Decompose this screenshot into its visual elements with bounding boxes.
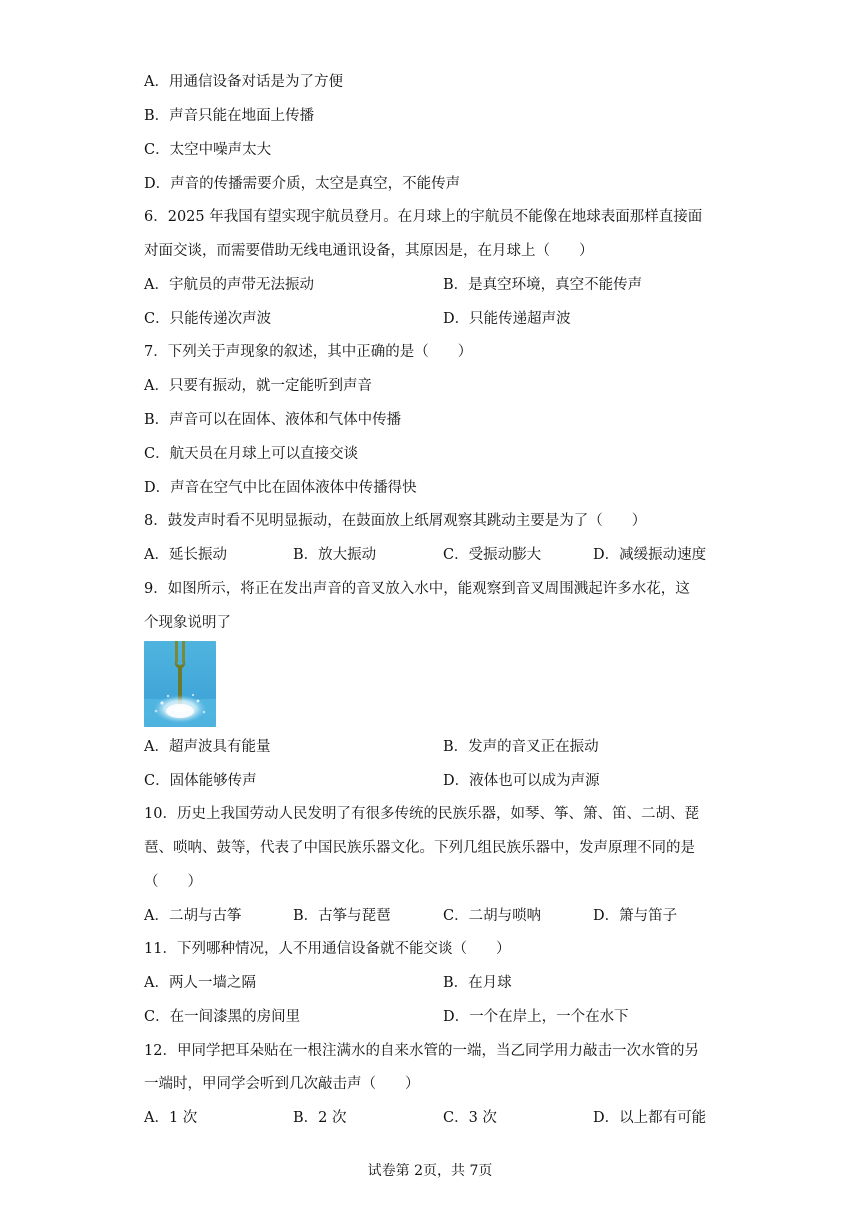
q7-option-c: C．航天员在月球上可以直接交谈 bbox=[144, 446, 359, 462]
q12-stem-line2: 一端时，甲同学会听到几次敲击声（ ） bbox=[144, 1076, 420, 1092]
q12-stem-line1: 12．甲同学把耳朵贴在一根注满水的自来水管的一端，当乙同学用力敲击一次水管的另 bbox=[144, 1043, 699, 1059]
q12-option-a: A．1 次 bbox=[144, 1110, 198, 1126]
q9-option-d: D．液体也可以成为声源 bbox=[443, 773, 600, 789]
q10-option-b: B．古筝与琵琶 bbox=[293, 908, 391, 924]
q9-stem-line1: 9．如图所示，将正在发出声音的音叉放入水中，能观察到音叉周围溅起许多水花，这 bbox=[144, 581, 690, 597]
q7-option-a: A．只要有振动，就一定能听到声音 bbox=[144, 378, 372, 394]
q10-option-c: C．二胡与唢呐 bbox=[443, 908, 542, 924]
q10-stem-line3: （ ） bbox=[144, 874, 202, 890]
q6-option-b: B．是真空环境，真空不能传声 bbox=[443, 277, 643, 293]
q10-option-a: A．二胡与古筝 bbox=[144, 908, 242, 924]
q12-option-c: C．3 次 bbox=[443, 1110, 497, 1126]
tuning-fork-in-water-illustration bbox=[144, 641, 216, 727]
q11-option-a: A．两人一墙之隔 bbox=[144, 975, 256, 991]
page-footer: 试卷第 2页，共 7页 bbox=[367, 1163, 493, 1179]
q8-option-a: A．延长振动 bbox=[144, 547, 227, 563]
q6-option-d: D．只能传递超声波 bbox=[443, 311, 571, 327]
q7-option-d: D．声音在空气中比在固体液体中传播得快 bbox=[144, 480, 417, 496]
q8-stem: 8．鼓发声时看不见明显振动，在鼓面放上纸屑观察其跳动主要是为了（ ） bbox=[144, 513, 647, 529]
q11-stem: 11．下列哪种情况，人不用通信设备就不能交谈（ ） bbox=[144, 941, 511, 957]
q6-stem-line1: 6．2025 年我国有望实现宇航员登月。在月球上的宇航员不能像在地球表面那样直接面 bbox=[144, 209, 703, 225]
q6-option-c: C．只能传递次声波 bbox=[144, 311, 272, 327]
q6-stem-line2: 对面交谈，而需要借助无线电通讯设备，其原因是，在月球上（ ） bbox=[144, 243, 594, 259]
q8-option-c: C．受振动膨大 bbox=[443, 547, 542, 563]
q5-option-b: B．声音只能在地面上传播 bbox=[144, 108, 315, 124]
q7-stem: 7．下列关于声现象的叙述，其中正确的是（ ） bbox=[144, 344, 473, 360]
q11-option-c: C．在一间漆黑的房间里 bbox=[144, 1009, 301, 1025]
q12-option-b: B．2 次 bbox=[293, 1110, 347, 1126]
q5-option-d: D．声音的传播需要介质，太空是真空，不能传声 bbox=[144, 176, 461, 192]
q11-option-d: D．一个在岸上，一个在水下 bbox=[443, 1009, 629, 1025]
q8-option-d: D．减缓振动速度 bbox=[593, 547, 707, 563]
q6-option-a: A．宇航员的声带无法振动 bbox=[144, 277, 314, 293]
q10-stem-line2: 琶、唢呐、鼓等，代表了中国民族乐器文化。下列几组民族乐器中，发声原理不同的是 bbox=[144, 840, 695, 856]
q5-option-c: C．太空中噪声太大 bbox=[144, 142, 272, 158]
q10-stem-line1: 10．历史上我国劳动人民发明了有很多传统的民族乐器，如琴、筝、箫、笛、二胡、琵 bbox=[144, 806, 699, 822]
tuning-fork-water-image bbox=[144, 641, 216, 727]
q7-option-b: B．声音可以在固体、液体和气体中传播 bbox=[144, 412, 402, 428]
q10-option-d: D．箫与笛子 bbox=[593, 908, 678, 924]
q5-option-a: A．用通信设备对话是为了方便 bbox=[144, 74, 343, 90]
q9-stem-line2: 个现象说明了 bbox=[144, 615, 231, 631]
q12-option-d: D．以上都有可能 bbox=[593, 1110, 707, 1126]
q8-option-b: B．放大振动 bbox=[293, 547, 377, 563]
q9-option-c: C．固体能够传声 bbox=[144, 773, 257, 789]
q9-option-a: A．超声波具有能量 bbox=[144, 739, 271, 755]
q9-option-b: B．发声的音叉正在振动 bbox=[443, 739, 599, 755]
q11-option-b: B．在月球 bbox=[443, 975, 512, 991]
